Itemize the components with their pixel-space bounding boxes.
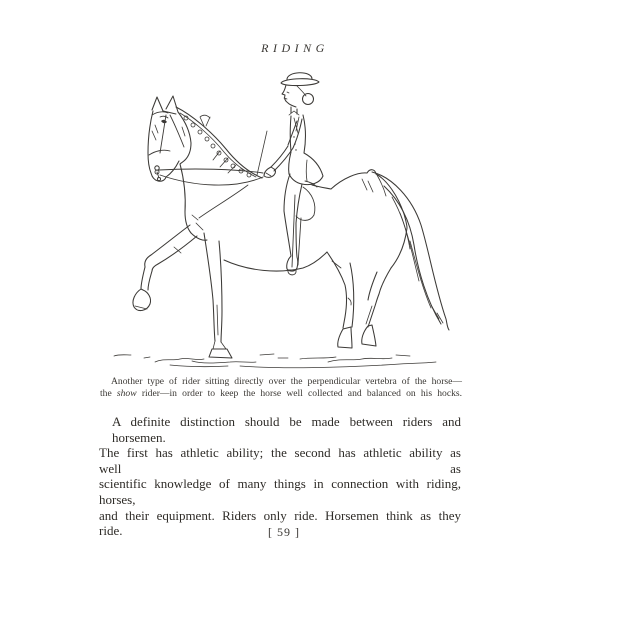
caption-line-2: the show rider—in order to keep the horse well collected and balanced on his hocks. [100, 387, 463, 399]
caption-line-1: Another type of rider sitting directly over the perpendicular vertebra of the horse— [111, 376, 462, 387]
horse-rider-illustration [100, 65, 480, 375]
reins [159, 169, 263, 185]
figure-caption [100, 376, 462, 400]
page-number: [ 59 ] [268, 525, 300, 539]
rider-hand [264, 167, 276, 177]
body-line: The first has athletic ability; the second has athletic ability as well as [99, 445, 461, 476]
horse-tail [372, 172, 449, 330]
horse-far-hind-leg [362, 268, 391, 346]
figure [100, 65, 480, 375]
running-head: RIDING [261, 41, 329, 55]
rider-head [282, 85, 314, 107]
body-paragraph [99, 414, 461, 539]
riding-whip [257, 131, 267, 175]
ground-strokes [114, 354, 436, 368]
horse-near-hind-leg [327, 252, 354, 348]
rider [264, 73, 323, 275]
body-line: and their equipment. Riders only ride. Horsemen think as they ride. [99, 507, 461, 539]
horse-raised-foreleg [133, 225, 197, 311]
horse-head [148, 96, 191, 181]
body-line: A definite distinction should be made between riders and horsemen. [112, 414, 461, 445]
caption-italic-word: show [116, 387, 137, 399]
horse-standing-foreleg [204, 233, 232, 358]
hair-bun [303, 94, 314, 105]
rider-leg [284, 174, 302, 275]
body-line: scientific knowledge of many things in connection with riding, horses, [99, 476, 461, 507]
derby-hat [281, 73, 319, 86]
